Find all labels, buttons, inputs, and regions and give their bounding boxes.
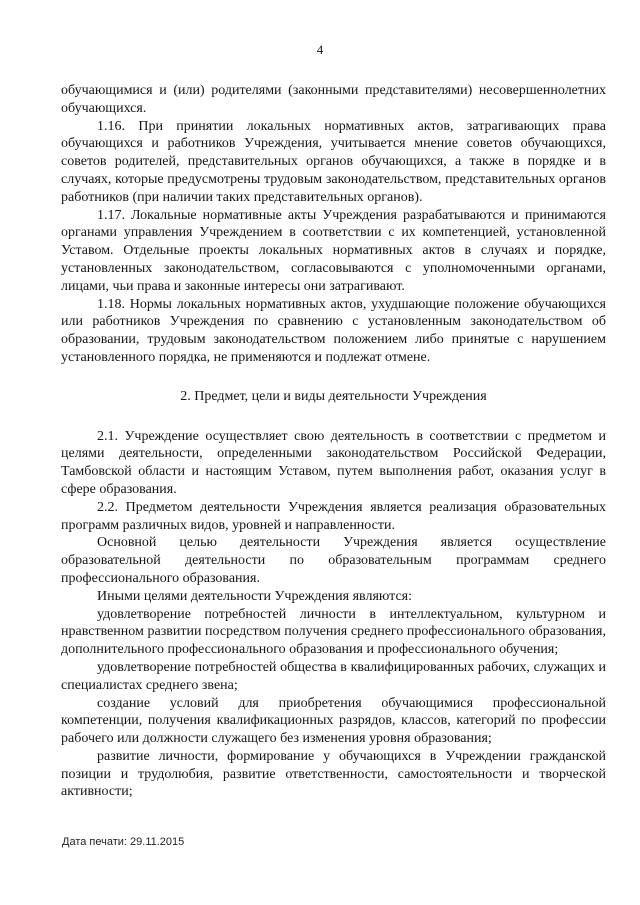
- page-number: 4: [316, 42, 324, 57]
- paragraph-main-goal: Основной целью деятельности Учреждения является осуществление образовательной деятельности по образовательным программам среднего профессионального образования.: [61, 535, 606, 586]
- list-item: развитие личности, формирование у обучающихся в Учреждении гражданской позиции и трудолюбия, развитие ответственности, самостоятельности и творческой активности;: [61, 748, 606, 800]
- list-item: удовлетворение потребностей личности в интеллектуальном, культурном и нравственном развитии посредством получения среднего профессионального образования, дополнительного профессионального образования и профессионального обучения;: [61, 606, 606, 658]
- paragraph-1-17: 1.17. Локальные нормативные акты Учреждения разрабатываются и принимаются органами управления Учреждением в соответствии с их компетенцией, установленной Уставом. Отдельные проекты локальных нормативных актов в случаях и порядке, установленных законодательством, согласовываются с уполномоченными органами, лицами, чьи права и законные интересы они затрагивают.: [61, 207, 606, 294]
- document-body: [61, 82, 606, 801]
- section-heading: 2. Предмет, цели и виды деятельности Учреждения: [180, 388, 487, 404]
- paragraph-2-1: 2.1. Учреждение осуществляет свою деятельность в соответствии с предметом и целями деятельности, определенными законодательством Российской Федерации, Тамбовской области и настоящим Уставом, путем выполнения работ, оказания услуг в сфере образования.: [61, 428, 606, 497]
- paragraph-other-goals: Иными целями деятельности Учреждения являются:: [97, 588, 412, 604]
- print-date: Дата печати: 29.11.2015: [62, 836, 185, 848]
- list-item: создание условий для приобретения обучающимися профессиональной компетенции, получения квалификационных разрядов, классов, категорий по профессии рабочего или должности служащего без изменения уровня образования;: [61, 695, 606, 747]
- paragraph: обучающимися и (или) родителями (законными представителями) несовершеннолетних обучающихся.: [61, 83, 606, 116]
- paragraph-1-18: 1.18. Нормы локальных нормативных актов, ухудшающие положение обучающихся или работников Учреждения по сравнению с установленным законодательством об образовании, трудовым законодательством положением либо принятые с нарушением установленного порядка, не применяются и подлежат отмене.: [61, 296, 606, 365]
- paragraph-2-2: 2.2. Предметом деятельности Учреждения является реализация образовательных программ различных видов, уровней и направленности.: [61, 499, 606, 533]
- paragraph-1-16: 1.16. При принятии локальных нормативных актов, затрагивающих права обучающихся и работников Учреждения, учитывается мнение советов обучающихся, советов родителей, представительных органов обучающихся, а также в порядке и в случаях, которые предусмотрены трудовым законодательством, представительных органов работников (при наличии таких представительных органов).: [61, 118, 606, 205]
- list-item: удовлетворение потребностей общества в квалифицированных рабочих, служащих и специалистах среднего звена;: [61, 659, 606, 693]
